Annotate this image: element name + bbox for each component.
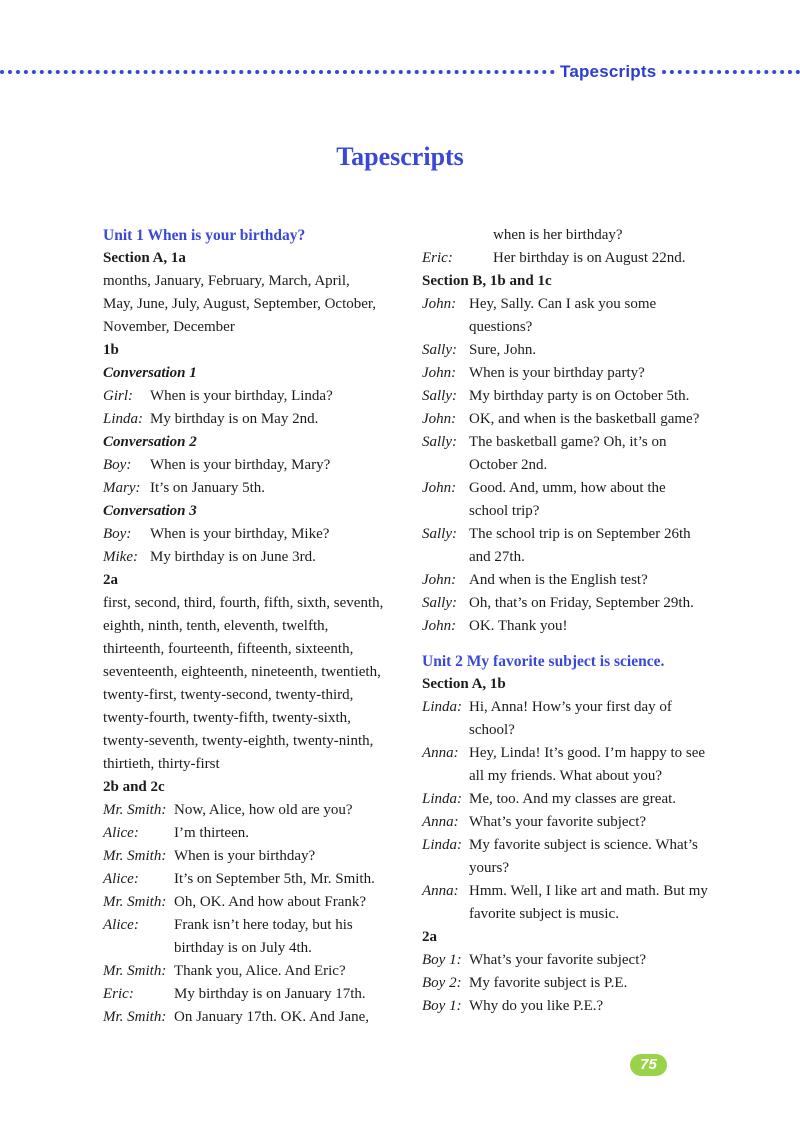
speaker: Mr. Smith: [103,963,167,979]
dialog-text: Oh, OK. And how about Frank? [174,894,367,910]
ordinal-line: twenty-first, twenty-second, twenty-third, [103,687,354,703]
dialog-text: My birthday is on June 3rd. [150,549,316,565]
speaker: Girl: [103,388,133,404]
page-header [0,62,800,82]
dialog-line [422,972,732,995]
dialog-line [422,592,732,615]
dialog-line [103,477,403,500]
paragraph-line: May, June, July, August, September, October, [103,296,377,312]
dialog-line [422,546,732,569]
paragraph-line: November, December [103,319,235,335]
dialog-line [103,937,403,960]
dialog-line [422,834,732,857]
dialog-text: What’s your favorite subject? [469,952,647,968]
dialog-line [422,454,732,477]
heading-2a: 2a [103,572,118,588]
dialog-text: birthday is on July 4th. [174,940,312,956]
section-b-heading: Section B, 1b and 1c [422,273,552,289]
unit1-title: Unit 1 When is your birthday? [103,227,306,244]
dialog-line [103,914,403,937]
speaker: John: [422,572,457,588]
dialog-text: OK. Thank you! [469,618,568,634]
dialog-line [422,719,732,742]
speaker: Sally: [422,595,457,611]
dialog-line [103,891,403,914]
speaker: Sally: [422,342,457,358]
speaker: Alice: [103,825,139,841]
dialog-line [422,224,732,247]
dialog-text: favorite subject is music. [469,906,619,922]
dialog-line [103,454,403,477]
speaker: Linda: [103,411,144,427]
dialog-line [422,500,732,523]
dialog-line [103,1006,403,1029]
dialog-text: Hey, Sally. Can I ask you some [469,296,657,312]
dialog-line [422,362,732,385]
dialog-text: when is her birthday? [493,227,623,243]
section-gap [422,638,732,650]
header-dotted-rule-left [0,70,555,74]
dialog-text: Thank you, Alice. And Eric? [174,963,346,979]
dialog-line [103,960,403,983]
ordinal-line: twenty-fourth, twenty-fifth, twenty-sixth, [103,710,351,726]
dialog-text: When is your birthday? [174,848,316,864]
heading-1b: 1b [103,342,119,358]
dialog-line [422,903,732,926]
dialog-line [103,822,403,845]
dialog-text: My birthday is on May 2nd. [150,411,319,427]
header-dotted-rule-right [662,70,800,74]
ordinal-line: eighth, ninth, tenth, eleventh, twelfth, [103,618,329,634]
dialog-text: My favorite subject is science. What’s [469,837,698,853]
speaker: Sally: [422,526,457,542]
dialog-line [422,385,732,408]
speaker: Mr. Smith: [103,894,167,910]
dialog-text: My birthday is on January 17th. [174,986,366,1002]
speaker: Eric: [103,986,134,1002]
dialog-line [103,845,403,868]
dialog-text: Her birthday is on August 22nd. [493,250,686,266]
dialog-line [422,569,732,592]
ordinal-line: first, second, third, fourth, fifth, sixth, seventh, [103,595,384,611]
ordinal-line: thirtieth, thirty-first [103,756,220,772]
dialog-text: What’s your favorite subject? [469,814,647,830]
unit2-title: Unit 2 My favorite subject is science. [422,653,665,670]
speaker: Mr. Smith: [103,802,167,818]
dialog-text: The school trip is on September 26th [469,526,691,542]
dialog-line [422,696,732,719]
dialog-text: On January 17th. OK. And Jane, [174,1009,369,1025]
dialog-line [422,949,732,972]
speaker: Mr. Smith: [103,848,167,864]
paragraph-line: months, January, February, March, April, [103,273,350,289]
left-column [103,224,403,1029]
right-column [422,224,732,1018]
dialog-line [422,788,732,811]
dialog-text: When is your birthday, Mike? [150,526,330,542]
dialog-line [422,615,732,638]
ordinal-line: seventeenth, eighteenth, nineteenth, twentieth, [103,664,381,680]
speaker: Linda: [422,699,463,715]
ordinal-line: twenty-seventh, twenty-eighth, twenty-ninth, [103,733,374,749]
dialog-text: Good. And, umm, how about the [469,480,666,496]
dialog-text: The basketball game? Oh, it’s on [469,434,667,450]
dialog-text: and 27th. [469,549,525,565]
page-number-badge: 75 [630,1054,667,1076]
speaker: Linda: [422,791,463,807]
speaker: Alice: [103,871,139,887]
dialog-line [103,799,403,822]
speaker: Boy: [103,457,132,473]
dialog-line [422,431,732,454]
speaker: Boy 1: [422,952,462,968]
speaker: Linda: [422,837,463,853]
speaker: John: [422,365,457,381]
speaker: Mike: [103,549,138,565]
dialog-line [422,316,732,339]
dialog-line [422,857,732,880]
dialog-text: Frank isn’t here today, but his [174,917,353,933]
dialog-text: Hi, Anna! How’s your first day of [469,699,672,715]
ordinal-line: thirteenth, fourteenth, fifteenth, sixteenth, [103,641,354,657]
speaker: Sally: [422,434,457,450]
dialog-text: It’s on September 5th, Mr. Smith. [174,871,375,887]
dialog-text: My birthday party is on October 5th. [469,388,690,404]
dialog-line [422,339,732,362]
dialog-line [103,546,403,569]
dialog-line [422,293,732,316]
section-a-1a-heading: Section A, 1a [103,250,186,266]
speaker: John: [422,618,457,634]
dialog-text: questions? [469,319,533,335]
speaker: John: [422,411,457,427]
dialog-text: Oh, that’s on Friday, September 29th. [469,595,694,611]
dialog-text: school trip? [469,503,540,519]
heading-2b-2c: 2b and 2c [103,779,165,795]
conversation-2-heading: Conversation 2 [103,434,197,450]
dialog-line [103,983,403,1006]
dialog-line [422,408,732,431]
dialog-line [103,523,403,546]
speaker: Mary: [103,480,141,496]
dialog-text: My favorite subject is P.E. [469,975,628,991]
speaker: Anna: [422,883,459,899]
speaker: Eric: [422,250,453,266]
speaker: Anna: [422,745,459,761]
header-title: Tapescripts [560,62,657,81]
dialog-text: yours? [469,860,509,876]
dialog-line [422,742,732,765]
dialog-line [422,811,732,834]
speaker: Sally: [422,388,457,404]
dialog-line [422,765,732,788]
dialog-text: Why do you like P.E.? [469,998,604,1014]
dialog-text: OK, and when is the basketball game? [469,411,700,427]
dialog-text: all my friends. What about you? [469,768,663,784]
speaker: John: [422,296,457,312]
dialog-text: I’m thirteen. [174,825,249,841]
dialog-text: Hey, Linda! It’s good. I’m happy to see [469,745,706,761]
dialog-text: school? [469,722,515,738]
dialog-text: Me, too. And my classes are great. [469,791,677,807]
dialog-text: When is your birthday party? [469,365,645,381]
dialog-text: Hmm. Well, I like art and math. But my [469,883,708,899]
dialog-line [422,477,732,500]
dialog-line [422,523,732,546]
speaker: Boy 1: [422,998,462,1014]
speaker: Boy 2: [422,975,462,991]
dialog-text: And when is the English test? [469,572,648,588]
dialog-line [422,880,732,903]
heading-2a-right: 2a [422,929,437,945]
speaker: John: [422,480,457,496]
page-title: Tapescripts [336,142,464,171]
dialog-line [103,868,403,891]
dialog-line [422,247,732,270]
section-a-1b-heading: Section A, 1b [422,676,506,692]
dialog-text: Sure, John. [469,342,537,358]
dialog-line [103,408,403,431]
dialog-text: When is your birthday, Mary? [150,457,331,473]
speaker: Mr. Smith: [103,1009,167,1025]
dialog-line [422,995,732,1018]
dialog-line [103,385,403,408]
dialog-text: October 2nd. [469,457,548,473]
speaker: Boy: [103,526,132,542]
dialog-text: Now, Alice, how old are you? [174,802,353,818]
speaker: Alice: [103,917,139,933]
conversation-1-heading: Conversation 1 [103,365,197,381]
speaker: Anna: [422,814,459,830]
dialog-text: When is your birthday, Linda? [150,388,333,404]
dialog-text: It’s on January 5th. [150,480,265,496]
conversation-3-heading: Conversation 3 [103,503,197,519]
